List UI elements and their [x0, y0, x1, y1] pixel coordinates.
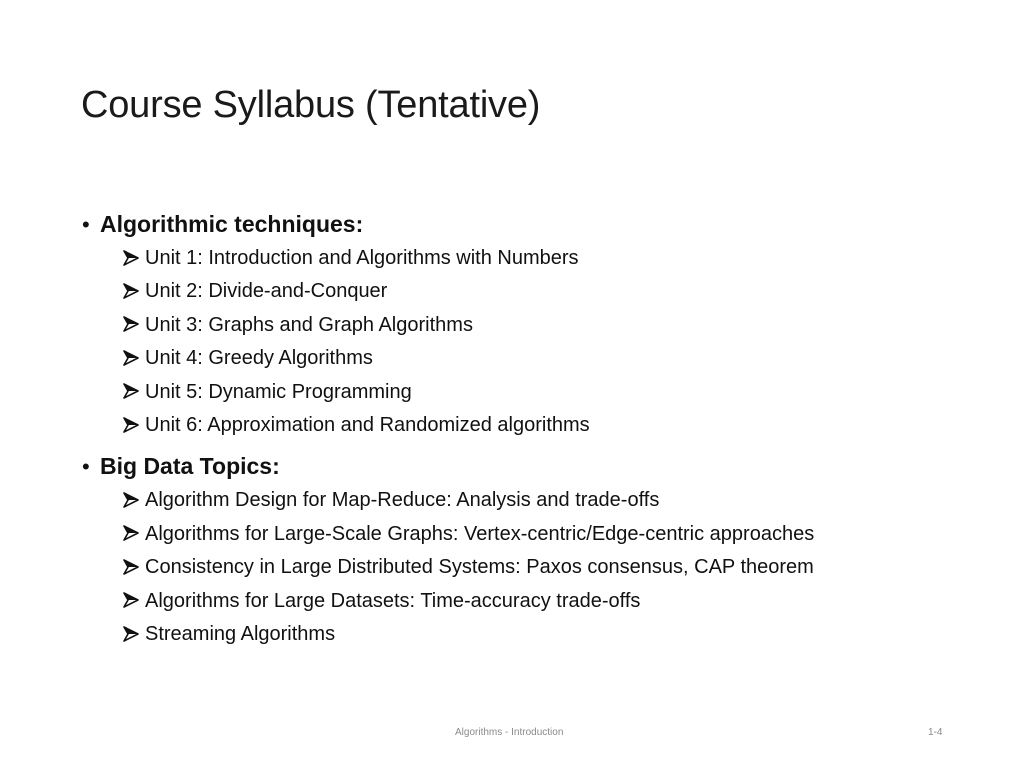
slide-title: Course Syllabus (Tentative)	[81, 84, 541, 126]
list-item	[122, 551, 982, 584]
list-item	[122, 342, 982, 375]
list-item-text: Algorithm Design for Map-Reduce: Analysis and trade-offs	[145, 489, 660, 512]
list-item	[122, 518, 982, 551]
section-heading	[82, 448, 982, 484]
section-big-data-topics	[82, 448, 982, 651]
footer-page-number: 1-4	[928, 727, 943, 738]
list-item-text: Unit 5: Dynamic Programming	[145, 380, 412, 403]
arrow-bullet-icon	[122, 524, 145, 544]
slide-content	[82, 206, 982, 657]
list-item	[122, 242, 982, 275]
footer-center-text: Algorithms - Introduction	[455, 727, 564, 738]
list-item-text: Unit 1: Introduction and Algorithms with Numbers	[145, 247, 579, 269]
arrow-bullet-icon	[122, 558, 145, 578]
arrow-bullet-icon	[122, 491, 145, 511]
unit-list	[82, 242, 982, 442]
arrow-bullet-icon	[122, 416, 145, 436]
list-item	[122, 275, 982, 308]
arrow-bullet-icon	[122, 315, 145, 335]
topic-list	[82, 484, 982, 651]
section-heading	[82, 206, 982, 242]
list-item	[122, 618, 982, 651]
section-algorithmic-techniques	[82, 206, 982, 442]
arrow-bullet-icon	[122, 249, 145, 269]
list-item-text: Algorithms for Large Datasets: Time-accuracy trade-offs	[145, 589, 641, 612]
arrow-bullet-icon	[122, 349, 145, 369]
arrow-bullet-icon	[122, 591, 145, 611]
section-heading-text: Algorithmic techniques:	[100, 211, 364, 237]
arrow-bullet-icon	[122, 282, 145, 302]
list-item-text: Unit 2: Divide-and-Conquer	[145, 280, 388, 303]
arrow-bullet-icon	[122, 625, 145, 645]
bullet-dot-icon: •	[82, 454, 90, 480]
list-item	[122, 309, 982, 342]
list-item-text: Algorithms for Large-Scale Graphs: Vertex-centric/Edge-centric approaches	[145, 522, 815, 545]
list-item-text: Consistency in Large Distributed Systems: Paxos consensus, CAP theorem	[145, 556, 814, 579]
arrow-bullet-icon	[122, 382, 145, 402]
list-item-text: Unit 4: Greedy Algorithms	[145, 347, 373, 370]
list-item	[122, 409, 982, 442]
list-item-text: Unit 3: Graphs and Graph Algorithms	[145, 313, 473, 336]
list-item	[122, 484, 982, 517]
section-heading-text: Big Data Topics:	[100, 453, 280, 480]
list-item-text: Unit 6: Approximation and Randomized algorithms	[145, 413, 590, 436]
list-item	[122, 585, 982, 618]
bullet-dot-icon: •	[82, 212, 90, 237]
list-item	[122, 376, 982, 409]
list-item-text: Streaming Algorithms	[145, 622, 336, 645]
